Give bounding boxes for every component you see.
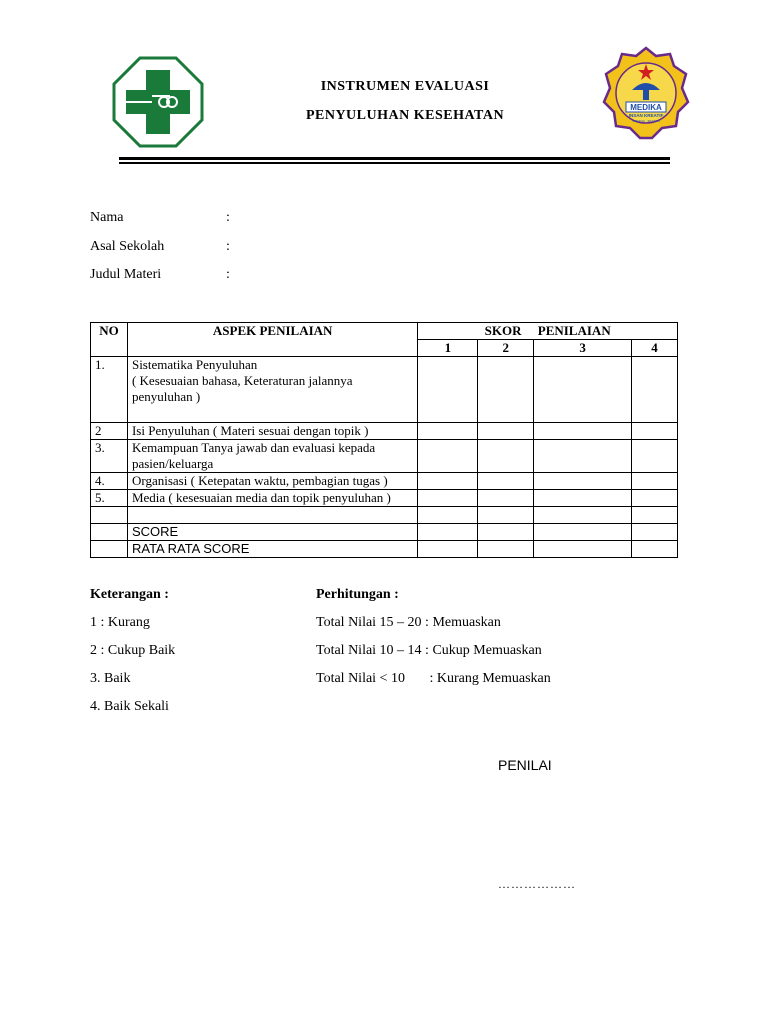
score-cell[interactable] [418, 490, 478, 507]
table-row-score [91, 524, 678, 541]
score-cell[interactable] [632, 541, 678, 558]
row-no: 3. [91, 440, 128, 473]
signature-line: ……………… [498, 877, 576, 891]
header-divider [119, 157, 670, 160]
score-cell[interactable] [632, 473, 678, 490]
row-aspek: Sistematika Penyuluhan ( Kesesuaian bahasa, Keteraturan jalannya penyuluhan ) [127, 357, 417, 423]
header-aspek: ASPEK PENILAIAN [127, 323, 417, 357]
row-aspek: Isi Penyuluhan ( Materi sesuai dengan topik ) [127, 423, 417, 440]
school-emblem-logo [600, 46, 692, 140]
row-no: 5. [91, 490, 128, 507]
score-cell[interactable] [478, 541, 534, 558]
document-subtitle: PENYULUHAN KESEHATAN [305, 108, 505, 123]
score-cell[interactable] [478, 473, 534, 490]
score-header-3: 3 [534, 340, 632, 357]
score-cell[interactable] [418, 541, 478, 558]
score-cell[interactable] [632, 507, 678, 524]
score-cell[interactable] [534, 423, 632, 440]
svg-text:MEDIKA: MEDIKA [630, 103, 662, 112]
field-colon-nama: : [226, 210, 230, 225]
score-cell[interactable] [632, 490, 678, 507]
score-cell[interactable] [632, 357, 678, 423]
score-cell[interactable] [478, 357, 534, 423]
table-row [91, 357, 678, 423]
score-cell[interactable] [632, 440, 678, 473]
table-row-average [91, 541, 678, 558]
table-row [91, 423, 678, 440]
header-divider-thin [119, 162, 670, 164]
field-colon-asal-sekolah: : [226, 239, 230, 254]
field-label-nama: Nama [90, 210, 124, 225]
penilai-label: PENILAI [498, 757, 552, 773]
score-cell[interactable] [534, 490, 632, 507]
row-aspek: SCORE [127, 524, 417, 541]
keterangan-item: 3. Baik [90, 671, 131, 686]
score-cell[interactable] [478, 423, 534, 440]
row-no [91, 541, 128, 558]
table-row [91, 473, 678, 490]
table-row-empty [91, 507, 678, 524]
row-aspek: RATA RATA SCORE [127, 541, 417, 558]
row-no [91, 507, 128, 524]
score-cell[interactable] [418, 423, 478, 440]
row-no [91, 524, 128, 541]
score-cell[interactable] [632, 524, 678, 541]
health-cross-logo [112, 56, 204, 148]
document-title: INSTRUMEN EVALUASI [320, 79, 490, 94]
row-aspek: Media ( kesesuaian media dan topik penyuluhan ) [127, 490, 417, 507]
perhitungan-item: Total Nilai 10 – 14 : Cukup Memuaskan [316, 643, 542, 658]
row-aspek: Organisasi ( Ketepatan waktu, pembagian tugas ) [127, 473, 417, 490]
table-row [91, 490, 678, 507]
score-header-4: 4 [632, 340, 678, 357]
score-cell[interactable] [534, 524, 632, 541]
row-no: 2 [91, 423, 128, 440]
svg-text:INSAN KREATIF: INSAN KREATIF [628, 113, 664, 118]
header-skor: SKOR PENILAIAN [418, 323, 678, 340]
keterangan-heading: Keterangan : [90, 587, 169, 602]
field-label-judul-materi: Judul Materi [90, 267, 162, 282]
score-cell[interactable] [418, 507, 478, 524]
keterangan-item: 1 : Kurang [90, 615, 150, 630]
table-header-row [91, 323, 678, 340]
score-cell[interactable] [418, 473, 478, 490]
keterangan-item: 4. Baik Sekali [90, 699, 169, 714]
score-cell[interactable] [534, 473, 632, 490]
score-cell[interactable] [534, 357, 632, 423]
score-header-1: 1 [418, 340, 478, 357]
score-cell[interactable] [478, 490, 534, 507]
field-label-asal-sekolah: Asal Sekolah [90, 239, 165, 254]
perhitungan-item: Total Nilai 15 – 20 : Memuaskan [316, 615, 501, 630]
score-cell[interactable] [534, 541, 632, 558]
keterangan-item: 2 : Cukup Baik [90, 643, 176, 658]
score-cell[interactable] [418, 440, 478, 473]
svg-text:SERANG - BANTEN: SERANG - BANTEN [632, 119, 660, 123]
row-aspek: Kemampuan Tanya jawab dan evaluasi kepada pasien/keluarga [127, 440, 417, 473]
score-cell[interactable] [418, 357, 478, 423]
score-cell[interactable] [534, 440, 632, 473]
field-colon-judul-materi: : [226, 267, 230, 282]
score-cell[interactable] [632, 423, 678, 440]
score-cell[interactable] [478, 524, 534, 541]
score-cell[interactable] [478, 440, 534, 473]
perhitungan-heading: Perhitungan : [316, 587, 399, 602]
evaluation-table [90, 322, 678, 558]
row-no: 1. [91, 357, 128, 423]
row-no: 4. [91, 473, 128, 490]
perhitungan-item: Total Nilai < 10 : Kurang Memuaskan [316, 671, 551, 686]
header-no: NO [91, 323, 128, 357]
score-cell[interactable] [418, 524, 478, 541]
score-cell[interactable] [478, 507, 534, 524]
score-header-2: 2 [478, 340, 534, 357]
score-cell[interactable] [534, 507, 632, 524]
row-aspek [127, 507, 417, 524]
table-row [91, 440, 678, 473]
